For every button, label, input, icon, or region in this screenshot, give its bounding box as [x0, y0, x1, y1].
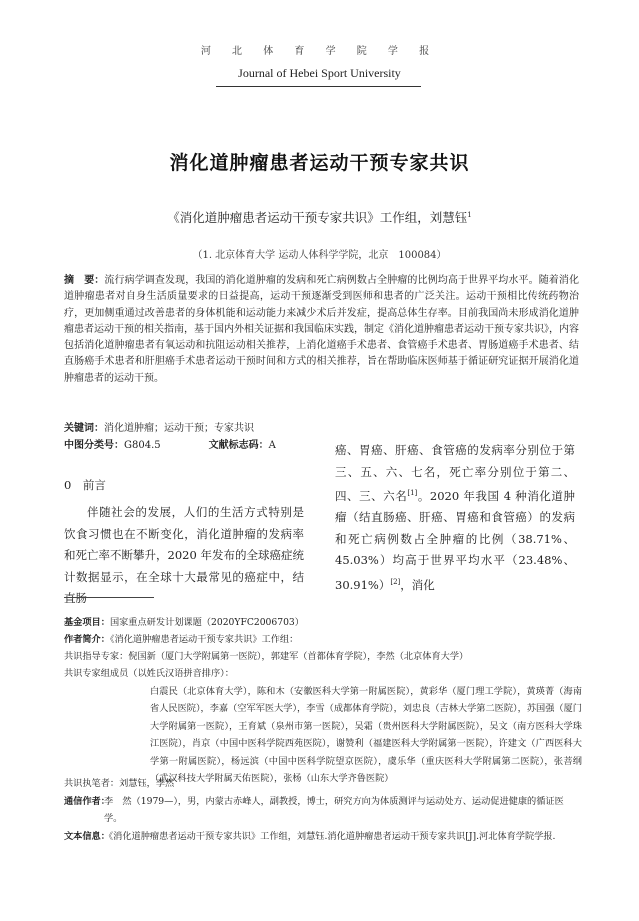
- body-right-column: [335, 440, 575, 596]
- right-col-text-a: 癌、胃癌、肝癌、食管癌的发病率分别位于第三、五、六、七名，死亡率分别位于第二、四、三、六名: [335, 443, 575, 503]
- clc-label: 中图分类号：: [64, 440, 124, 451]
- author-line: [0, 208, 639, 226]
- journal-name-cn: 河 北 体 育 学 院 学 报: [200, 46, 439, 57]
- clc-value: G804.5: [124, 440, 161, 451]
- section-heading-intro: 0 前言: [64, 478, 106, 492]
- citation-info: 《消化道肿瘤患者运动干预专家共识》工作组，刘慧钰.消化道肿瘤患者运动干预专家共识[J].河北体育学院学报.: [104, 831, 556, 842]
- citation-ref-1: [1]: [407, 489, 418, 497]
- corresponding-author: 李 然（1979—），男，内蒙古赤峰人，副教授，博士，研究方向为体质测评与运动处方、运动促进健康的循证医学。: [104, 796, 564, 825]
- right-col-text-b: 。2020 年我国 4 种消化道肿瘤（结直肠癌、肝癌、胃癌和食管癌）的发病和死亡病例数占全肿瘤的比例（38.71%、45.03%）均高于世界平均水平（23.48%、30.91%）: [335, 488, 575, 592]
- author-intro-label: 作者简介：: [64, 634, 110, 645]
- abstract-label: 摘 要：: [64, 275, 105, 286]
- keywords-text: 消化道肿瘤；运动干预；专家共识: [104, 423, 254, 434]
- author-intro: [64, 631, 582, 648]
- footnote-rule: [64, 597, 154, 598]
- article-title: 消化道肿瘤患者运动干预专家共识: [169, 152, 470, 174]
- keywords: [64, 419, 579, 434]
- abstract: [64, 273, 579, 387]
- doc-code-label: 文献标志码：: [208, 440, 269, 451]
- journal-name-en: Journal of Hebei Sport University: [238, 66, 401, 80]
- citation-label: 文本信息：: [64, 831, 110, 842]
- writers: 共识执笔者：刘慧钰，李然: [64, 778, 175, 789]
- fund-note: [64, 614, 582, 631]
- abstract-text: 流行病学调查发现，我国的消化道肿瘤的发病和死亡病例数占全肿瘤的比例均高于世界平均水平。随着消化道肿瘤患者对自身生活质量要求的日益提高，运动干预逐渐受到医师和患者的广泛关注。运动干预相比传统药物治疗，更加侧重通过改善患者的身体机能和运动能力来减少术后并发症，提高总体生存率。目前我国尚未形成消化道肿瘤患者运动干预的相关指南，基于国内外相关证据和我国临床实践，制定《消化道肿瘤患者运动干预专家共识》，内容包括消化道肿瘤患者有氧运动和抗阻运动相关推荐，上消化道癌手术患者、食管癌手术患者、胃肠道癌手术患者、结直肠癌手术患者和肝胆癌手术患者运动干预时间和方式的相关推荐，旨在帮助临床医师基于循证研究证据开展消化道肿瘤患者的运动干预。: [64, 275, 580, 384]
- body-left-column: 伴随社会的发展，人们的生活方式特别是饮食习惯也在不断变化，消化道肿瘤的发病率和死亡率不断攀升，2020 年发布的全球癌症统计数据显示，在全球十大最常见的癌症中，结直肠: [64, 505, 304, 605]
- keywords-label: 关键词：: [64, 423, 104, 434]
- fund-text: 国家重点研发计划课题（2020YFC2006703）: [109, 617, 304, 628]
- author-affil-mark: 1: [467, 210, 472, 219]
- expert-group-members: 白震民（北京体育大学），陈和木（安徽医科大学第一附属医院），黄彩华（厦门理工学院），黄瑛菁（海南省人民医院），李嘉（空军军医大学），李雪（成都体育学院），刘忠良（吉林大学第二医院），苏国强（厦门大学附属第一医院），王育斌（泉州市第一医院），吴霜（贵州医科大学附属医院），吴文（南方医科大学珠江医院），肖京（中国中医科学院西苑医院），谢赞利（福建医科大学附属第一医院），许建文（广西医科大学第一附属医院），杨远滨（中国中医科学院望京医院），虞乐华（重庆医科大学附属第二医院），张菩纲（武汉科技大学附属天佑医院），张杨（山东大学齐鲁医院）: [150, 686, 582, 785]
- fund-label: 基金项目：: [64, 617, 110, 628]
- doc-code-value: A: [268, 440, 276, 451]
- right-col-text-c: ，消化: [400, 577, 435, 592]
- author-names: 《消化道肿瘤患者运动干预专家共识》工作组，刘慧钰: [167, 210, 468, 225]
- header-rule: [216, 86, 421, 87]
- expert-group-heading: 共识专家组成员（以姓氏汉语拼音排序）：: [64, 668, 234, 679]
- guidance-experts: 共识指导专家：倪国新（厦门大学附属第一医院），郭建军（首都体育学院），李然（北京体育大学）: [64, 651, 469, 662]
- corresponding-label: 通信作者：: [64, 796, 110, 807]
- citation-ref-2: [2]: [390, 577, 401, 586]
- author-intro-text: 《消化道肿瘤患者运动干预专家共识》工作组：: [109, 634, 299, 645]
- affiliation: （1. 北京体育大学 运动人体科学学院，北京 100084）: [192, 250, 447, 261]
